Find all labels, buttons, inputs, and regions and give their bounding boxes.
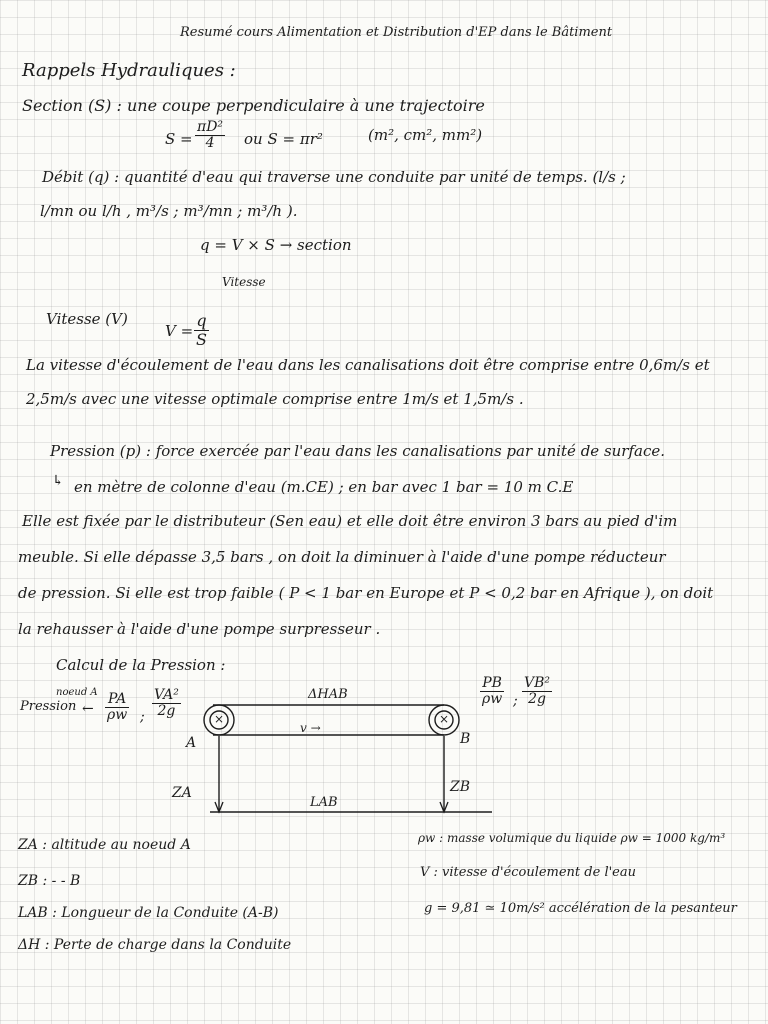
node-a-symbol: × [214,712,225,726]
va-squared-fraction [152,688,181,720]
pression-text-line-1: Elle est fixée par le distributeur (Sen eau) et elle doit être environ 3 bars au pied d'im [22,512,678,530]
legend-v: V : vitesse d'écoulement de l'eau [420,865,636,880]
pb-over-rho-fraction [480,676,504,708]
plus-separator-a: ; [140,709,145,725]
velocity-arrow-label: v → [300,721,321,735]
pression-text-line-2: meuble. Si elle dépasse 3,5 bars , on doit la diminuer à l'aide d'une pompe réducteur [18,548,666,566]
two-g-denominator-b: 2g [528,691,546,708]
legend-zb: ZB : - - B [18,873,81,889]
section-formula-denominator: 4 [205,135,215,152]
legend-za: ZA : altitude au noeud A [18,837,191,853]
lab-label: LAB [310,795,338,810]
legend-lab: LAB : Longueur de la Conduite (A-B) [18,905,279,921]
diagram-arrow: ← [82,701,94,717]
two-g-denominator-a: 2g [157,703,176,720]
debit-units: l/mn ou l/h , m³/s ; m³/mn ; m³/h ). [40,202,298,220]
legend-rho-w: ρw : masse volumique du liquide ρw = 1000 kg/m³ [418,831,726,845]
vitesse-text-line-1: La vitesse d'écoulement de l'eau dans les canalisations doit être comprise entre 0,6m/s et [26,356,710,374]
legend-g: g = 9,81 ≃ 10m/s² accélération de la pesanteur [424,901,737,916]
pression-units: en mètre de colonne d'eau (m.CE) ; en bar avec 1 bar = 10 m C.E [74,478,574,496]
plus-separator-b: ; [513,693,518,709]
debit-formula: q = V × S → section [200,236,352,254]
delta-h-label: ΔHAB [308,687,348,702]
pression-text-line-4: la rehausser à l'aide d'une pompe surpresseur . [18,620,381,638]
page-title: Resumé cours Alimentation et Distribution d'EP dans le Bâtiment [180,25,613,40]
pression-turn-arrow: ↳ [52,473,64,489]
diagram-pression-label: Pression [20,699,77,714]
vitesse-formula-numerator: q [194,312,209,331]
calcul-title: Calcul de la Pression : [56,656,226,674]
zb-label: ZB [450,779,471,795]
pression-definition: Pression (p) : force exercée par l'eau dans les canalisations par unité de surface. [50,442,666,460]
section-formula-prefix: S = [165,130,193,148]
legend-delta-h: ΔH : Perte de charge dans la Conduite [18,937,292,953]
node-b-symbol: × [439,712,450,726]
debit-formula-vitesse-note: Vitesse [222,275,266,289]
vitesse-label: Vitesse (V) [46,310,128,328]
vitesse-formula-prefix: V = [165,322,194,340]
pa-over-rho-fraction [105,692,129,724]
pb-numerator: PB [480,676,504,692]
section-heading: Rappels Hydrauliques : [22,60,236,81]
pa-numerator: PA [105,692,129,708]
vb-squared-numerator: VB² [524,675,551,691]
vitesse-formula-denominator: S [196,329,207,349]
pression-text-line-3: de pression. Si elle est trop faible ( P < 1 bar en Europe et P < 0,2 bar en Afrique ), on doit [18,584,714,602]
section-formula-numerator: πD² [197,119,224,135]
section-definition: Section (S) : une coupe perpendiculaire à une trajectoire [22,96,485,115]
za-label: ZA [172,785,192,801]
section-units: (m², cm², mm²) [368,126,483,144]
rho-w-denominator-a: ρw [107,707,128,724]
vitesse-text-line-2: 2,5m/s avec une vitesse optimale comprise entre 1m/s et 1,5m/s . [26,390,524,408]
node-a-label: A [186,735,197,751]
va-squared-numerator: VA² [154,687,179,703]
node-b-label: B [460,731,471,747]
debit-definition: Débit (q) : quantité d'eau qui traverse une conduite par unité de temps. (l/s ; [42,168,626,186]
rho-w-denominator-b: ρw [482,691,503,708]
section-formula-alt: ou S = πr² [244,130,323,148]
diagram-noeud-a-label: noeud A [56,687,98,698]
vb-squared-fraction [522,676,552,708]
